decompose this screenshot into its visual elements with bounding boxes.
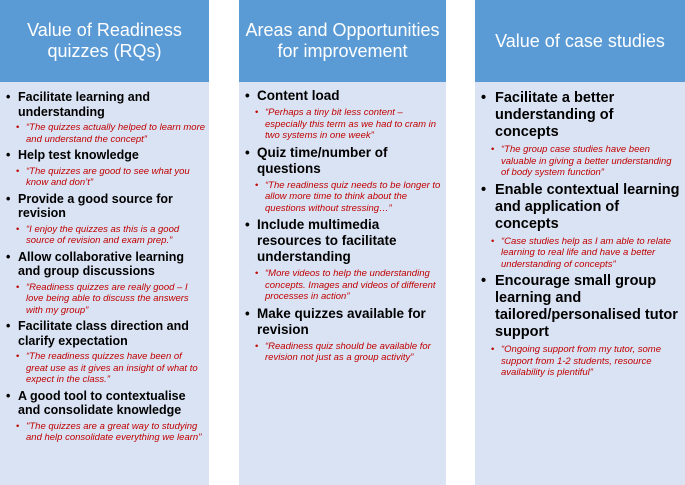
quote-text: • “More videos to help the understanding concepts. Images and videos of different processes in action”	[243, 268, 442, 303]
point-text: • Allow collaborative learning and group discussions	[4, 250, 205, 279]
list-item	[4, 319, 205, 386]
point-list	[239, 82, 446, 364]
point-text: • Facilitate class direction and clarify expectation	[4, 319, 205, 348]
point-text: • Encourage small group learning and tailored/personalised tutor support	[479, 273, 681, 341]
list-item	[4, 148, 205, 189]
quote-text: • “The quizzes actually helped to learn more and understand the concept”	[4, 122, 205, 145]
point-list	[475, 82, 685, 379]
quote-text: • “Readiness quizzes are really good – I love being able to discuss the answers with my group”	[4, 282, 205, 317]
list-item	[243, 145, 442, 215]
quote-text: • “Perhaps a tiny bit less content – especially this term as we had to cram in two systems in one week”	[243, 107, 442, 142]
column-case-studies	[475, 0, 685, 485]
quote-text: • "The quizzes are a great way to studying and help consolidate everything we learn"	[4, 421, 205, 444]
point-text: • Include multimedia resources to facilitate understanding	[243, 217, 442, 265]
list-item	[4, 389, 205, 444]
column-title: Value of case studies	[475, 0, 685, 82]
quote-text: • “The group case studies have been valuable in giving a better understanding of body system function”	[479, 144, 681, 179]
quote-text: • “Case studies help as I am able to relate learning to real life and have a better understanding of concepts”	[479, 236, 681, 271]
list-item	[243, 88, 442, 142]
quote-text: • “I enjoy the quizzes as this is a good source of revision and exam prep.”	[4, 224, 205, 247]
point-text: • Make quizzes available for revision	[243, 306, 442, 338]
list-item	[479, 90, 681, 179]
point-list	[0, 82, 209, 444]
list-item	[479, 273, 681, 379]
point-text: • Content load	[243, 88, 442, 104]
column-readiness-quizzes	[0, 0, 209, 485]
quote-text: • “Readiness quiz should be available for revision not just as a group activity”	[243, 341, 442, 364]
point-text: • Provide a good source for revision	[4, 192, 205, 221]
quote-text: • “The readiness quiz needs to be longer to allow more time to think about the questions without stressing…”	[243, 180, 442, 215]
point-text: • Help test knowledge	[4, 148, 205, 163]
list-item	[4, 192, 205, 247]
column-areas-improvement	[239, 0, 446, 485]
point-text: • Facilitate learning and understanding	[4, 90, 205, 119]
list-item	[243, 306, 442, 364]
list-item	[243, 217, 442, 303]
point-text: • A good tool to contextualise and consolidate knowledge	[4, 389, 205, 418]
quote-text: • “Ongoing support from my tutor, some support from 1-2 students, resource availability is plentiful”	[479, 344, 681, 379]
point-text: • Enable contextual learning and application of concepts	[479, 182, 681, 233]
point-text: • Facilitate a better understanding of concepts	[479, 90, 681, 141]
quote-text: • “The quizzes are good to see what you know and don’t”	[4, 166, 205, 189]
list-item	[4, 90, 205, 145]
point-text: • Quiz time/number of questions	[243, 145, 442, 177]
column-title: Value of Readiness quizzes (RQs)	[0, 0, 209, 82]
column-title: Areas and Opportunities for improvement	[239, 0, 446, 82]
list-item	[479, 182, 681, 271]
quote-text: • “The readiness quizzes have been of great use as it gives an insight of what to expect in the class.”	[4, 351, 205, 386]
list-item	[4, 250, 205, 317]
